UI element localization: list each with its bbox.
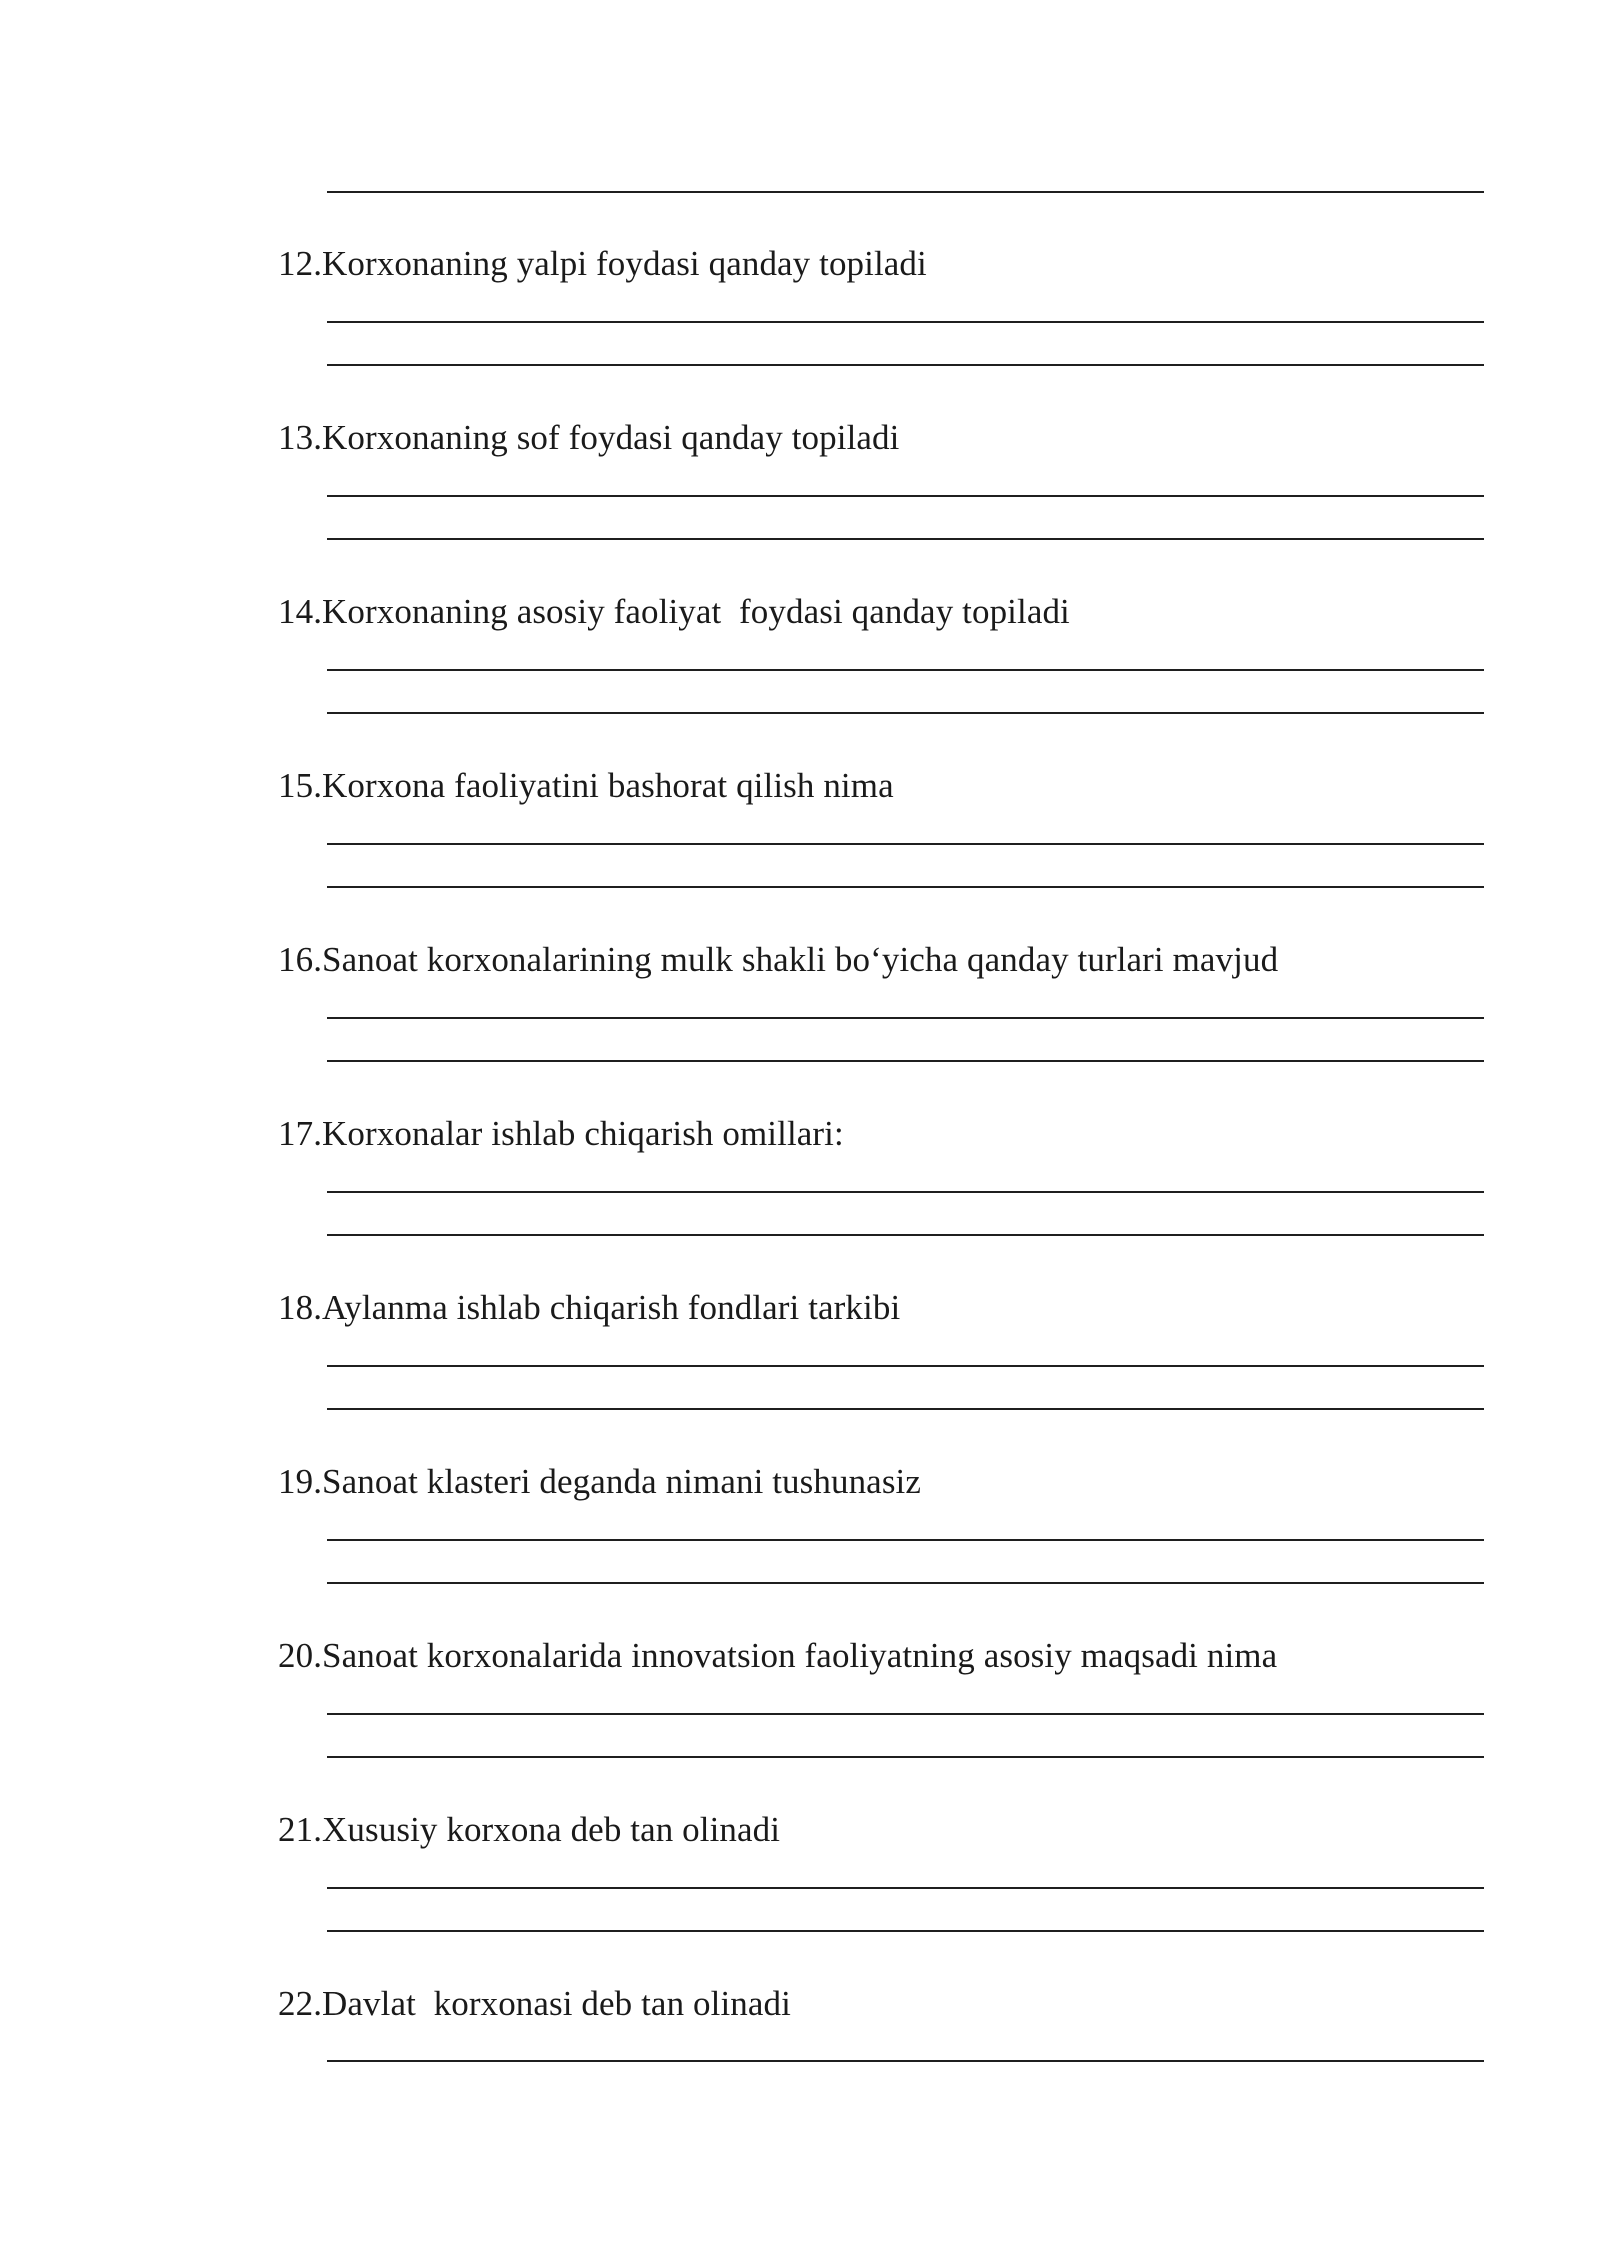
answer-line (327, 1017, 1484, 1019)
answer-line (327, 1582, 1484, 1584)
answer-line (327, 1234, 1484, 1236)
answer-line (327, 364, 1484, 366)
answer-line (327, 1060, 1484, 1062)
question-12: 12.Korxonaning yalpi foydasi qanday topiladi (278, 244, 927, 283)
answer-line (327, 1887, 1484, 1889)
question-13: 13.Korxonaning sof foydasi qanday topiladi (278, 418, 900, 457)
answer-line (327, 669, 1484, 671)
answer-line (327, 712, 1484, 714)
answer-line (327, 886, 1484, 888)
answer-line (327, 2060, 1484, 2062)
question-19: 19.Sanoat klasteri deganda nimani tushunasiz (278, 1462, 921, 1501)
answer-line (327, 1365, 1484, 1367)
question-22: 22.Davlat korxonasi deb tan olinadi (278, 1984, 791, 2023)
answer-line (327, 843, 1484, 845)
question-17: 17.Korxonalar ishlab chiqarish omillari: (278, 1114, 844, 1153)
answer-line (327, 495, 1484, 497)
answer-line (327, 321, 1484, 323)
answer-line (327, 538, 1484, 540)
answer-line (327, 1756, 1484, 1758)
answer-line (327, 191, 1484, 193)
answer-line (327, 1930, 1484, 1932)
answer-line (327, 1408, 1484, 1410)
question-20: 20.Sanoat korxonalarida innovatsion faoliyatning asosiy maqsadi nima (278, 1636, 1278, 1675)
question-16: 16.Sanoat korxonalarining mulk shakli bo‘yicha qanday turlari mavjud (278, 940, 1279, 979)
answer-line (327, 1539, 1484, 1541)
answer-line (327, 1713, 1484, 1715)
answer-line (327, 1191, 1484, 1193)
question-18: 18.Aylanma ishlab chiqarish fondlari tarkibi (278, 1288, 901, 1327)
question-21: 21.Xususiy korxona deb tan olinadi (278, 1810, 781, 1849)
question-14: 14.Korxonaning asosiy faoliyat foydasi qanday topiladi (278, 592, 1070, 631)
question-15: 15.Korxona faoliyatini bashorat qilish nima (278, 766, 894, 805)
